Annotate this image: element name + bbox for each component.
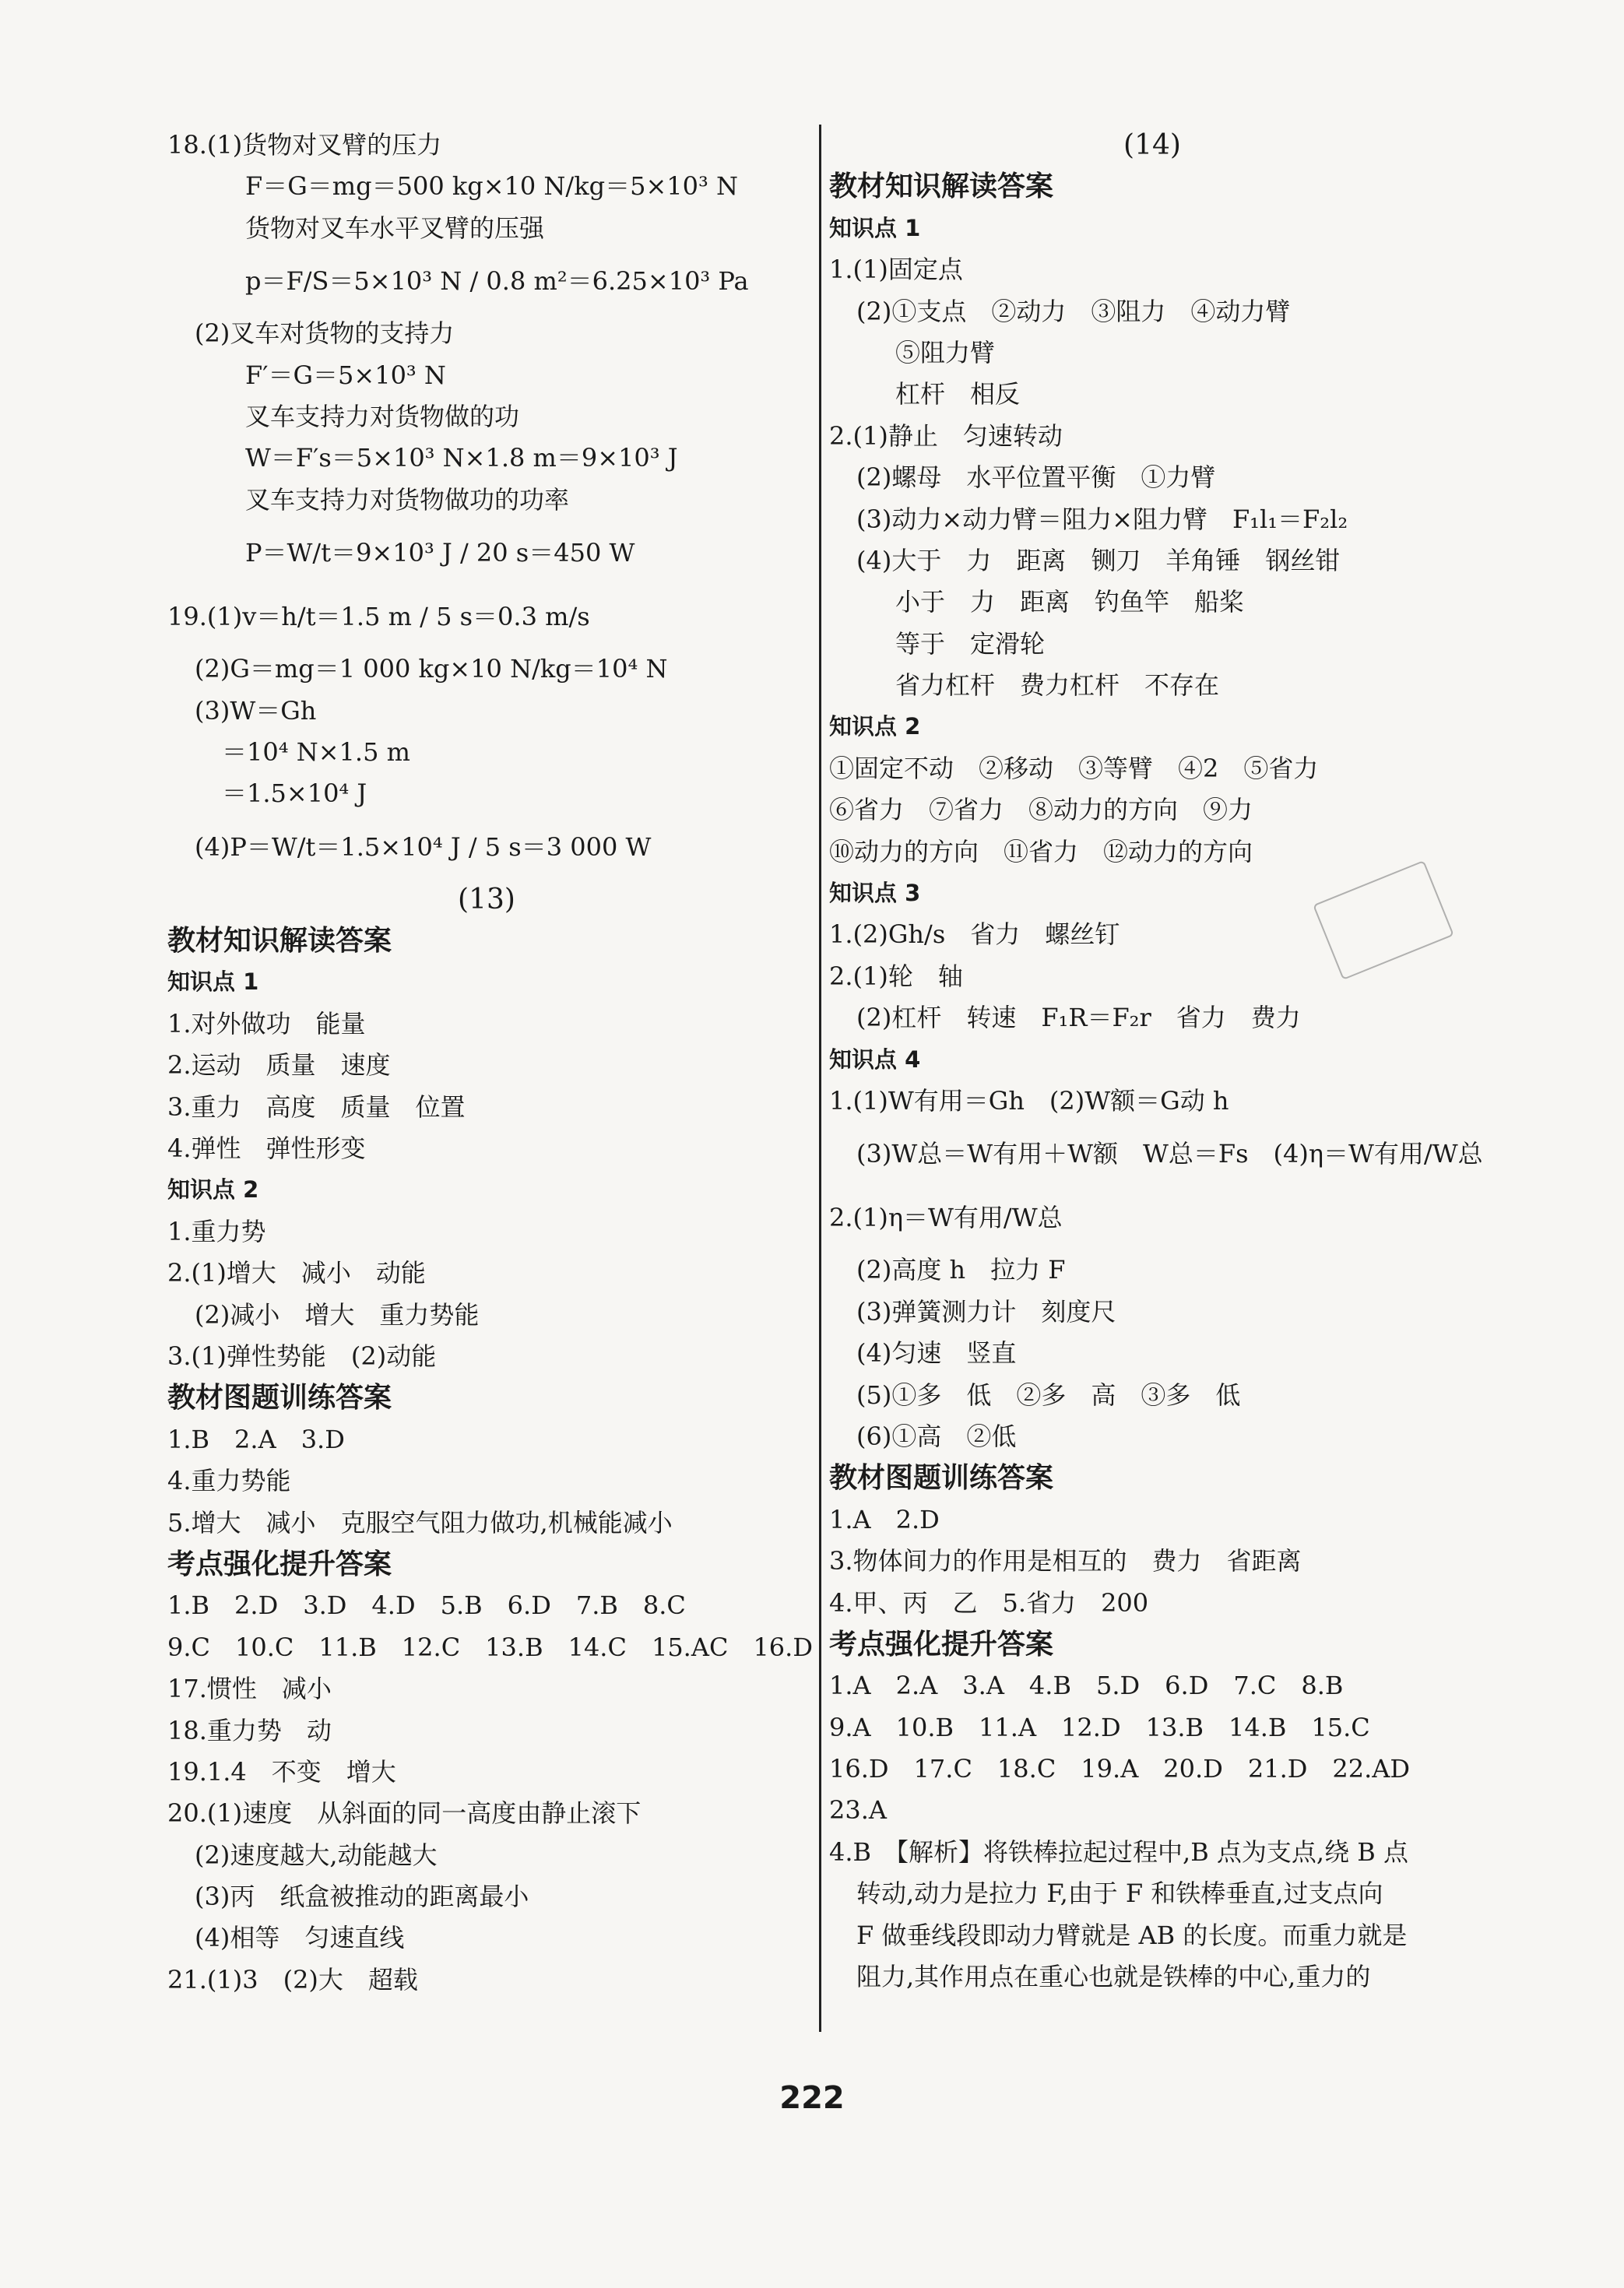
answer-line: 4.重力势能 (167, 1466, 291, 1496)
answer-line: 2.运动 质量 速度 (167, 1050, 391, 1081)
answer-line: 19.1.4 不变 增大 (167, 1756, 396, 1787)
answer-line: 4.甲、丙 乙 5.省力 200 (829, 1587, 1149, 1618)
answer-line: (3)丙 纸盒被推动的距离最小 (195, 1882, 529, 1912)
answer-line: 货物对叉车水平叉臂的压强 (245, 213, 545, 243)
knowledge-point-heading: 知识点 3 (829, 880, 921, 907)
answer-line: 1.A 2.D (829, 1504, 940, 1534)
answer-line: F 做垂线段即动力臂就是 AB 的长度。而重力就是 (856, 1920, 1408, 1950)
answer-line: P＝W/t＝9×10³ J / 20 s＝450 W (245, 538, 635, 568)
answer-line: ⑥省力 ⑦省力 ⑧动力的方向 ⑨力 (829, 795, 1253, 825)
answer-line: p＝F/S＝5×10³ N / 0.8 m²＝6.25×10³ Pa (245, 266, 749, 297)
answer-line: 2.(1)轮 轴 (829, 961, 963, 991)
answer-line: (2)叉车对货物的支持力 (195, 318, 455, 349)
answer-line: (2)高度 h 拉力 F (856, 1255, 1066, 1285)
answer-line: ＝10⁴ N×1.5 m (222, 736, 410, 767)
answer-line: 2.(1)增大 减小 动能 (167, 1258, 426, 1288)
page-number: 222 (779, 2080, 845, 2116)
answer-line: (2)螺母 水平位置平衡 ①力臂 (856, 462, 1216, 493)
answer-line: 16.D 17.C 18.C 19.A 20.D 21.D 22.AD (829, 1754, 1411, 1784)
answer-line: 1.重力势 (167, 1216, 266, 1246)
answer-line: 3.(1)弹性势能 (2)动能 (167, 1341, 437, 1371)
answer-line: (2)速度越大,动能越大 (195, 1840, 438, 1870)
answer-line: 1.B 2.D 3.D 4.D 5.B 6.D 7.B 8.C (167, 1590, 686, 1621)
answer-line: 4.B 【解析】将铁棒拉起过程中,B 点为支点,绕 B 点 (829, 1836, 1408, 1867)
answer-line: ＝1.5×10⁴ J (222, 778, 367, 809)
answer-line: 9.A 10.B 11.A 12.D 13.B 14.B 15.C (829, 1712, 1370, 1742)
knowledge-point-heading: 知识点 1 (829, 214, 921, 241)
answer-line: (2)①支点 ②动力 ③阻力 ④动力臂 (856, 296, 1291, 326)
column-divider (819, 125, 821, 2032)
answer-line: 2.(1)η＝W有用/W总 (829, 1203, 1063, 1233)
section-number: (14) (1123, 129, 1181, 161)
answer-line: 叉车支持力对货物做功的功率 (245, 484, 570, 515)
section-heading: 考点强化提升答案 (167, 1548, 392, 1580)
answer-line: F＝G＝mg＝500 kg×10 N/kg＝5×10³ N (245, 171, 738, 202)
answer-line: 1.A 2.A 3.A 4.B 5.D 6.D 7.C 8.B (829, 1671, 1344, 1701)
answer-line: 9.C 10.C 11.B 12.C 13.B 14.C 15.AC 16.D (167, 1632, 813, 1662)
right-column (829, 125, 1483, 1998)
answer-line: 等于 定滑轮 (895, 628, 1046, 659)
section-heading: 教材知识解读答案 (167, 925, 392, 958)
answer-line: 23.A (829, 1795, 887, 1826)
section-heading: 教材知识解读答案 (829, 170, 1054, 203)
answer-line: W＝F′s＝5×10³ N×1.8 m＝9×10³ J (245, 443, 678, 473)
answer-line: (2)减小 增大 重力势能 (195, 1299, 480, 1330)
knowledge-point-heading: 知识点 2 (829, 713, 921, 740)
answer-line: F′＝G＝5×10³ N (245, 360, 446, 390)
answer-line: (4)匀速 竖直 (856, 1338, 1017, 1369)
left-column (167, 125, 813, 2001)
answer-line: 17.惯性 减小 (167, 1674, 332, 1704)
answer-line: 18.重力势 动 (167, 1715, 332, 1745)
answer-line: (2)G＝mg＝1 000 kg×10 N/kg＝10⁴ N (195, 654, 668, 684)
answer-line: (3)W＝Gh (195, 695, 317, 726)
answer-line: (6)①高 ②低 (856, 1421, 1017, 1451)
answer-line: ⑤阻力臂 (895, 337, 996, 367)
knowledge-point-heading: 知识点 1 (167, 968, 259, 996)
answer-line: 杠杆 相反 (895, 379, 1021, 409)
answer-line: (4)相等 匀速直线 (195, 1923, 405, 1953)
answer-line: 1.(1)W有用＝Gh (2)W额＝G动 h (829, 1085, 1229, 1116)
answer-line: (4)P＝W/t＝1.5×10⁴ J / 5 s＝3 000 W (195, 831, 652, 862)
answer-line: 叉车支持力对货物做的功 (245, 401, 520, 431)
section-heading: 教材图题训练答案 (829, 1462, 1054, 1495)
answer-line: ⑩动力的方向 ⑪省力 ⑫动力的方向 (829, 836, 1253, 866)
answer-line: (3)动力×动力臂＝阻力×阻力臂 F₁l₁＝F₂l₂ (856, 504, 1348, 534)
answer-line: 5.增大 减小 克服空气阻力做功,机械能减小 (167, 1507, 673, 1538)
answer-line: (2)杠杆 转速 F₁R＝F₂r 省力 费力 (856, 1003, 1301, 1033)
answer-line: 转动,动力是拉力 F,由于 F 和铁棒垂直,过支点向 (856, 1879, 1383, 1909)
answer-line: 2.(1)静止 匀速转动 (829, 420, 1063, 451)
answer-line: 21.(1)3 (2)大 超载 (167, 1964, 418, 1995)
answer-line: (3)弹簧测力计 刻度尺 (856, 1296, 1116, 1327)
answer-line: 省力杠杆 费力杠杆 不存在 (895, 670, 1220, 701)
answer-line: 1.(1)固定点 (829, 255, 963, 285)
answer-line: (3)W总＝W有用＋W额 W总＝Fs (4)η＝W有用/W总 (856, 1139, 1483, 1169)
knowledge-point-heading: 知识点 4 (829, 1046, 921, 1073)
answer-line: 阻力,其作用点在重心也就是铁棒的中心,重力的 (856, 1962, 1371, 1992)
answer-line: 1.对外做功 能量 (167, 1008, 366, 1039)
answer-line: 20.(1)速度 从斜面的同一高度由静止滚下 (167, 1798, 642, 1829)
answer-line: 4.弹性 弹性形变 (167, 1133, 366, 1164)
answer-line: 3.物体间力的作用是相互的 费力 省距离 (829, 1546, 1302, 1576)
section-number: (13) (458, 883, 515, 916)
answer-line: ①固定不动 ②移动 ③等臂 ④2 ⑤省力 (829, 753, 1319, 783)
section-heading: 教材图题训练答案 (167, 1382, 392, 1415)
answer-line: 小于 力 距离 钓鱼竿 船桨 (895, 587, 1245, 617)
knowledge-point-heading: 知识点 2 (167, 1176, 259, 1204)
answer-line: 1.B 2.A 3.D (167, 1424, 345, 1454)
answer-line: 1.(2)Gh/s 省力 螺丝钉 (829, 919, 1120, 950)
answer-line: 19.(1)v＝h/t＝1.5 m / 5 s＝0.3 m/s (167, 602, 590, 632)
answer-line: (5)①多 低 ②多 高 ③多 低 (856, 1379, 1241, 1410)
answer-line: (4)大于 力 距离 铡刀 羊角锤 钢丝钳 (856, 545, 1341, 575)
answer-line: 3.重力 高度 质量 位置 (167, 1091, 466, 1122)
section-heading: 考点强化提升答案 (829, 1628, 1054, 1661)
answer-line: 18.(1)货物对叉臂的压力 (167, 130, 442, 160)
